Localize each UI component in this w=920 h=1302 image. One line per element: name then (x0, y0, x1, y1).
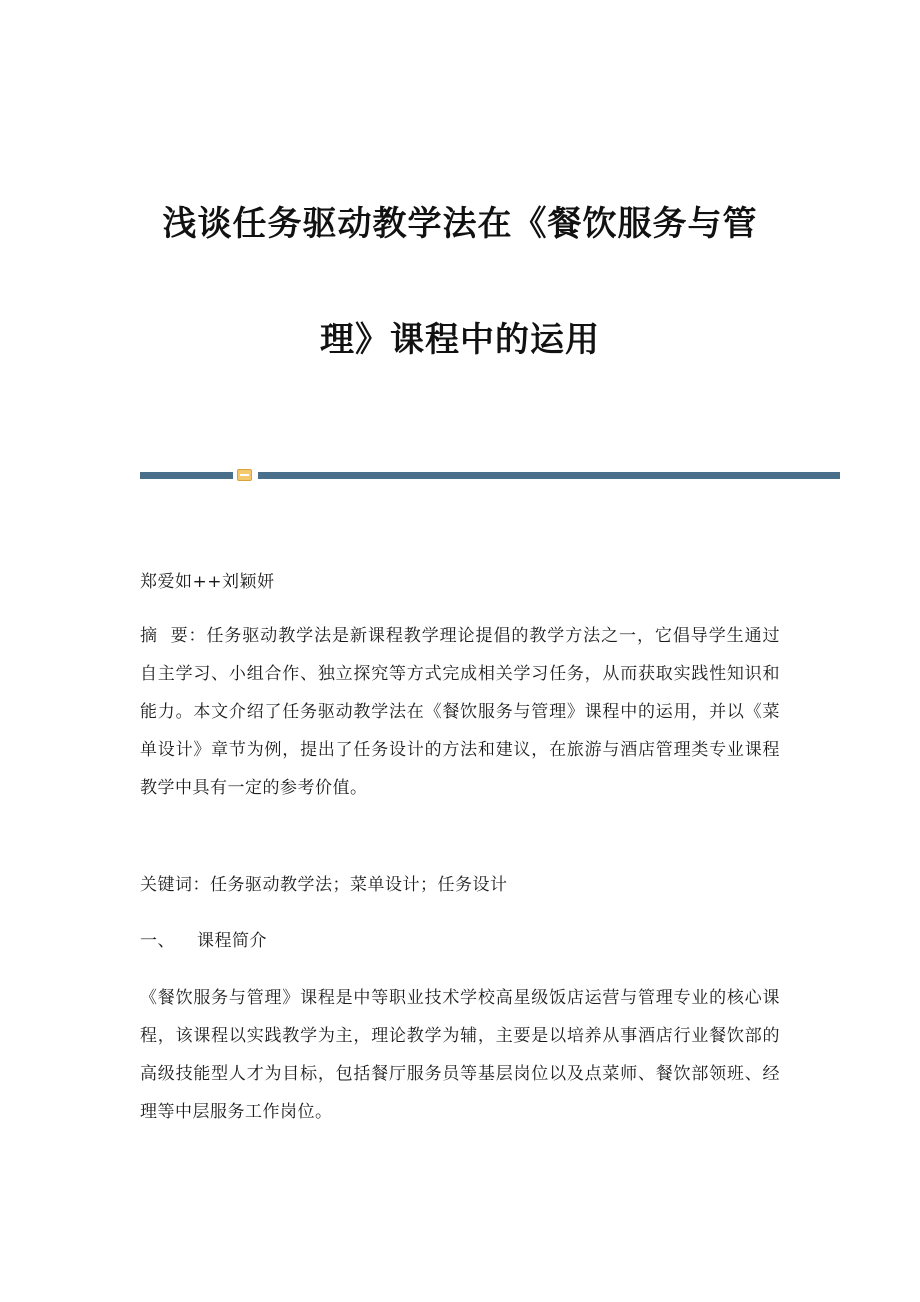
abstract-text: 任务驱动教学法是新课程教学理论提倡的教学方法之一，它倡导学生通过自主学习、小组合作、独立探究等方式完成相关学习任务，从而获取实践性知识和能力。本文介绍了任务驱动教学法在《餐饮服务与管理》课程中的运用，并以《菜单设计》章节为例，提出了任务设计的方法和建议，在旅游与酒店管理类专业课程教学中具有一定的参考价值。 (140, 626, 781, 798)
title-divider (140, 468, 840, 482)
divider-bar-right (258, 472, 840, 479)
section-title: 课程简介 (197, 931, 267, 951)
section-number: 一、 (140, 931, 175, 951)
divider-bar-left (140, 472, 233, 479)
abstract-label: 摘 要： (140, 626, 207, 646)
section-paragraph: 《餐饮服务与管理》课程是中等职业技术学校高星级饭店运营与管理专业的核心课程，该课程以实践教学为主，理论教学为辅，主要是以培养从事酒店行业餐饮部的高级技能型人才为目标，包括餐厅服务员等基层岗位以及点菜师、餐饮部领班、经理等中层服务工作岗位。 (140, 988, 780, 1122)
page-title-line-1: 浅谈任务驱动教学法在《餐饮服务与管 (162, 204, 758, 244)
keywords-text: 任务驱动教学法；菜单设计；任务设计 (210, 875, 508, 895)
page-title-line-2: 理》课程中的运用 (320, 320, 600, 360)
envelope-icon (237, 469, 252, 481)
keywords-label: 关键词： (140, 875, 210, 895)
section-heading (140, 922, 780, 960)
authors-line: 郑爱如++刘颖妍 (140, 572, 275, 592)
keywords-line (140, 866, 780, 904)
abstract-paragraph (140, 617, 780, 807)
